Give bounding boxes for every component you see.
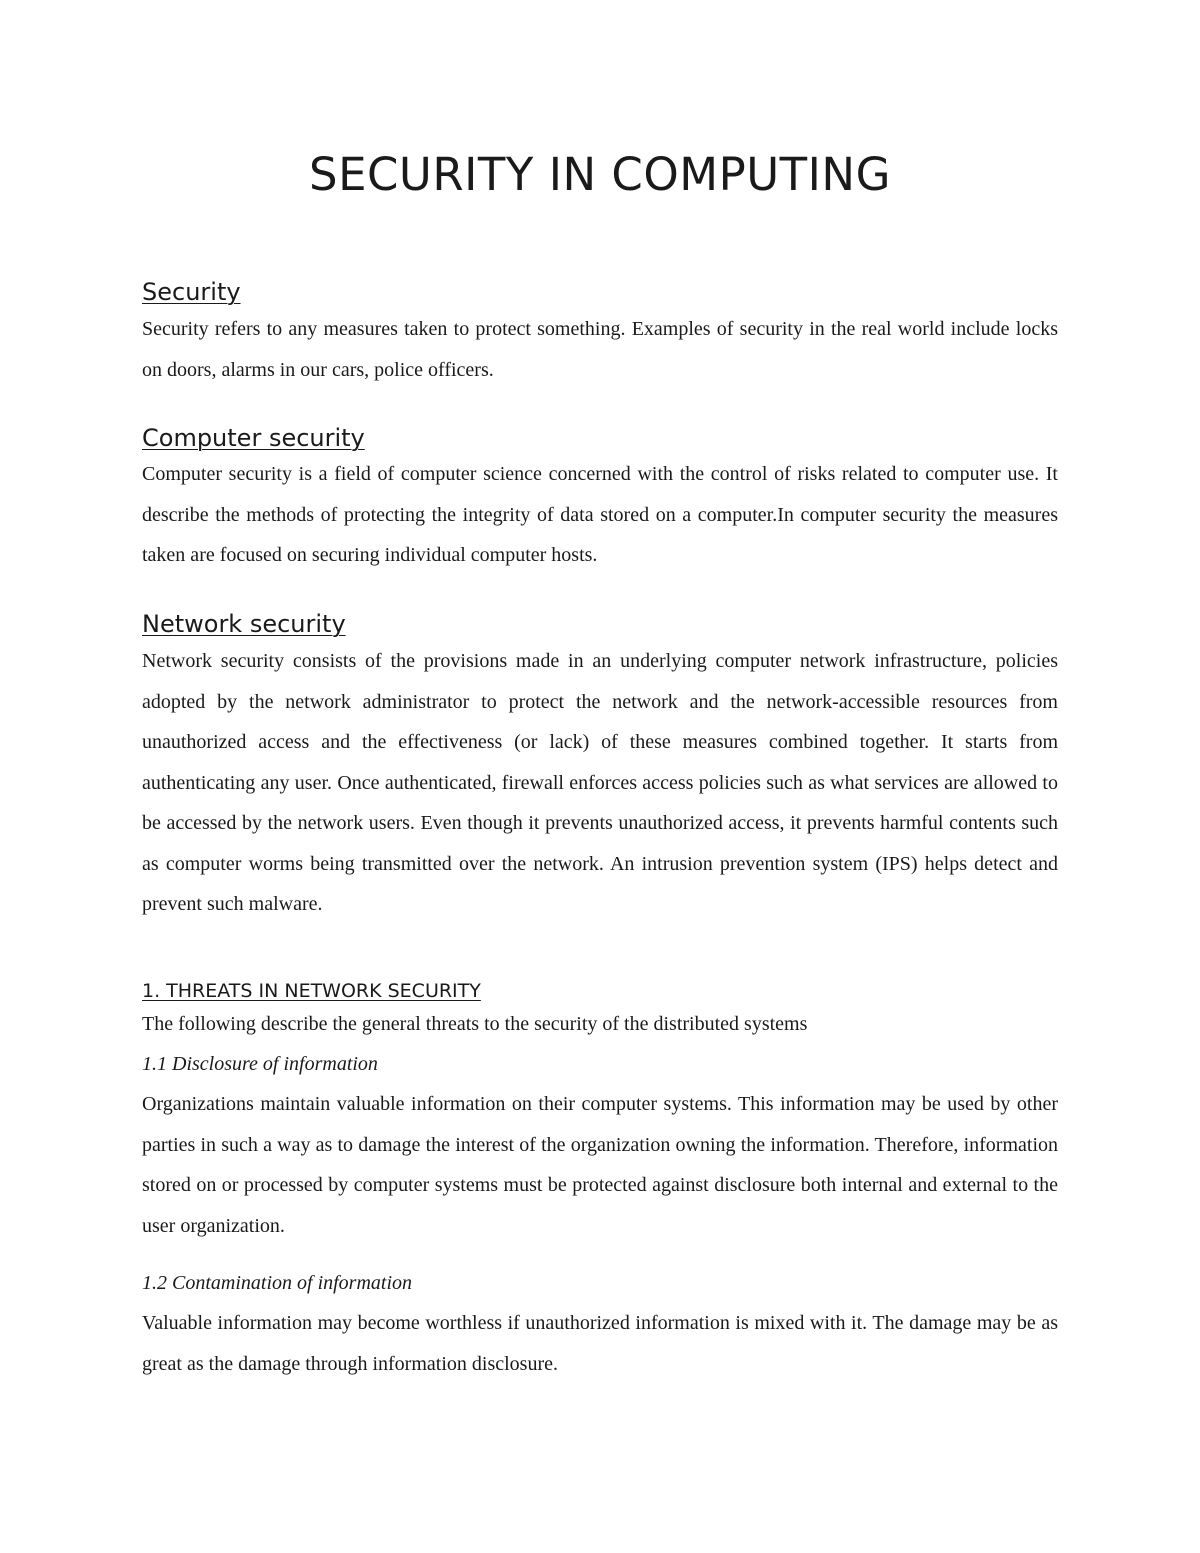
section-heading-network-security: Network security: [142, 610, 346, 638]
threat-body-contamination: Valuable information may become worthless if unauthorized information is mixed with it. The damage may be as great as the damage through information disclosure.: [142, 1312, 1058, 1375]
section-body-security: Security refers to any measures taken to protect something. Examples of security in the real world include locks on doors, alarms in our cars, police officers.: [142, 318, 1058, 381]
threats-intro: The following describe the general threats to the security of the distributed systems: [142, 1013, 808, 1035]
section-heading-threats: 1. THREATS IN NETWORK SECURITY: [142, 980, 481, 1002]
threat-heading-contamination: 1.2 Contamination of information: [142, 1272, 413, 1294]
section-heading-security: Security: [142, 278, 241, 306]
section-body-computer-security: Computer security is a field of computer science concerned with the control of risks related to computer use. It describe the methods of protecting the integrity of data stored on a computer.In computer security the measures taken are focused on securing individual computer hosts.: [142, 463, 1058, 566]
page-title: SECURITY IN COMPUTING: [309, 148, 891, 201]
section-body-network-security: Network security consists of the provisions made in an underlying computer network infrastructure, policies adopted by the network administrator to protect the network and the network-accessible resources from unauthorized access and the effectiveness (or lack) of these measures combined together. It starts from authenticating any user. Once authenticated, firewall enforces access policies such as what services are allowed to be accessed by the network users. Even though it prevents unauthorized access, it prevents harmful contents such as computer worms being transmitted over the network. An intrusion prevention system (IPS) helps detect and prevent such malware.: [142, 650, 1058, 915]
threat-heading-disclosure: 1.1 Disclosure of information: [142, 1053, 378, 1075]
threat-body-disclosure: Organizations maintain valuable information on their computer systems. This information may be used by other parties in such a way as to damage the interest of the organization owning the information. Therefore, information stored on or processed by computer systems must be protected against disclosure both internal and external to the user organization.: [142, 1093, 1058, 1237]
section-heading-computer-security: Computer security: [142, 424, 365, 452]
